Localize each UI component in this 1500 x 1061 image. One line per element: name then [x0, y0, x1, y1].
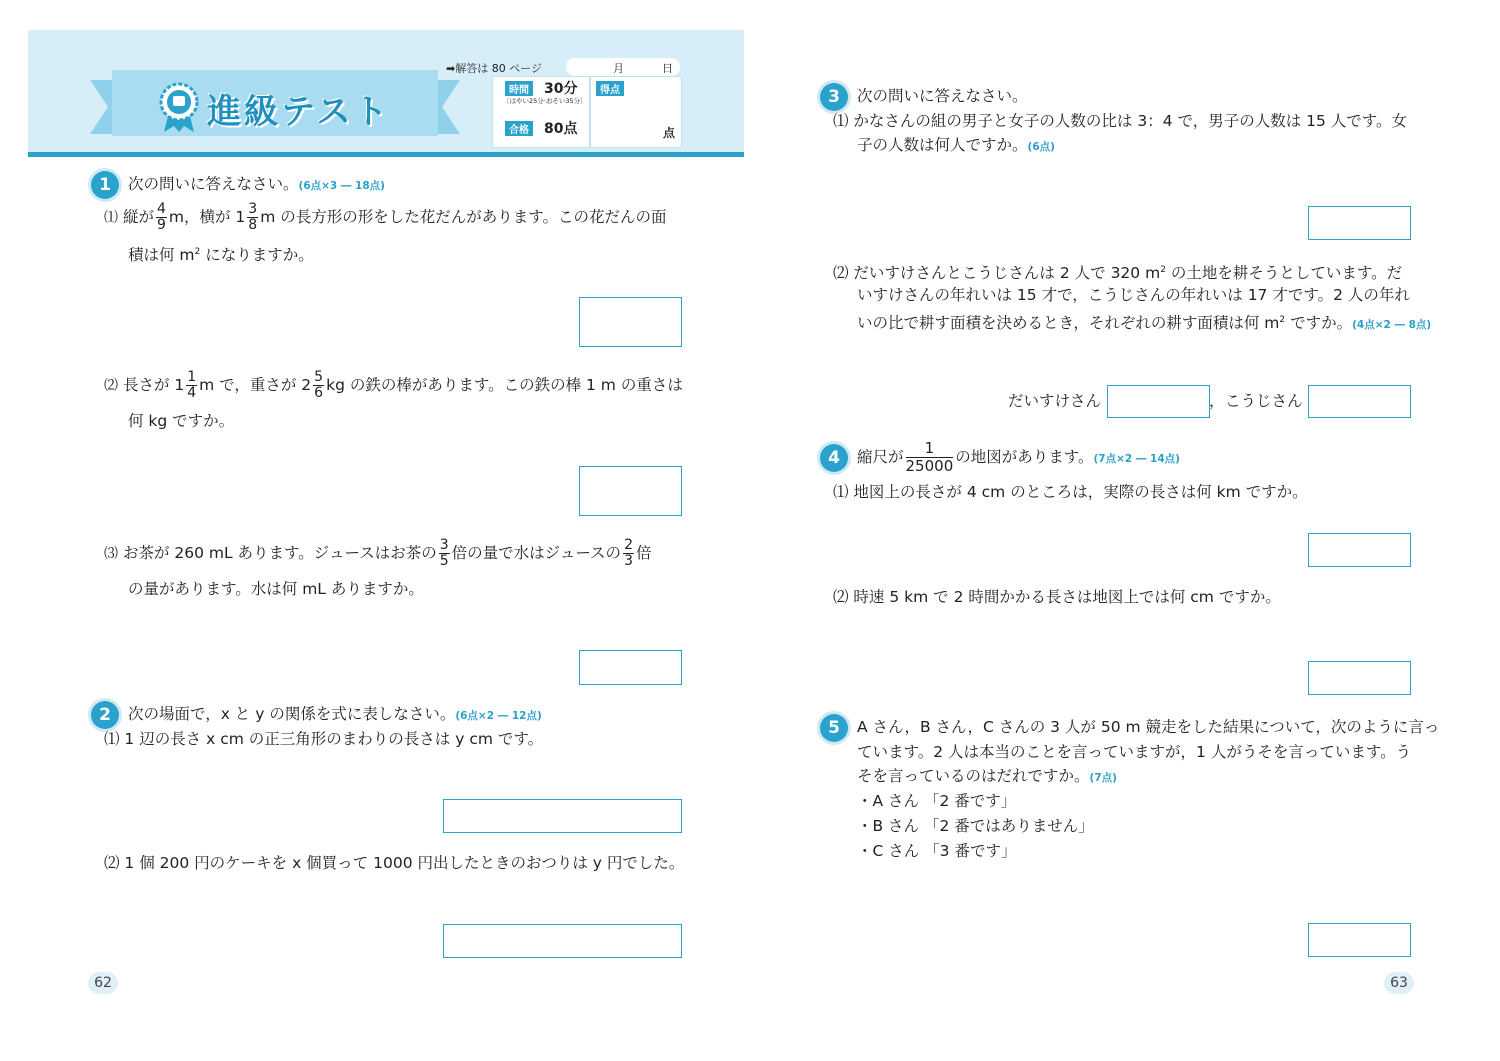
q1-points: (6点×3 ― 18点): [298, 180, 385, 192]
q2-part1: ⑴ 1 辺の長さ x cm の正三角形のまわりの長さは y cm です。: [104, 730, 544, 748]
q1-part1-line2: 積は何 $m^2$ になりますか。: [128, 246, 314, 265]
question-number-3: 3: [820, 83, 848, 111]
score-unit: 点: [663, 126, 676, 140]
q1-part3-line2: の量があります。水は何 mL ありますか。: [128, 580, 424, 598]
page-number-left: 62: [88, 972, 118, 994]
q4-part1: ⑴ 地図上の長さが 4 cm のところは，実際の長さは何 km ですか。: [833, 483, 1308, 501]
fraction: $\frac{3}{8}$: [248, 201, 258, 233]
answer-box-q4-1[interactable]: [1308, 533, 1411, 567]
q5-line3: そを言っているのはだれですか。(7点): [857, 767, 1117, 785]
page-number-right: 63: [1384, 972, 1414, 994]
fraction: $\frac{3}{5}$: [439, 537, 449, 569]
q3-part1-line2: 子の人数は何人ですか。(6点): [857, 136, 1055, 154]
q4-instruction: 縮尺が $\frac{1}{25000}$ の地図があります。(7点×2 ― 14点): [857, 439, 1180, 475]
q2-points: (6点×2 ― 12点): [455, 710, 542, 722]
answer-box-q1-2[interactable]: [579, 466, 682, 516]
month-label: 月: [613, 62, 624, 75]
question-number-2: 2: [91, 701, 119, 729]
q5-line1: A さん，B さん，C さんの 3 人が 50 m 競走をした結果について，次のように言っ: [857, 718, 1440, 736]
answer-box-kouji[interactable]: [1308, 385, 1411, 418]
q4-part2: ⑵ 時速 5 km で 2 時間かかる長さは地図上では何 cm ですか。: [833, 588, 1281, 606]
fraction: $\frac{1}{4}$: [187, 369, 197, 401]
q1-part3: ⑶ お茶が 260 mL あります。ジュースはお茶の $\frac{3}{5}$ 倍の量で水はジュースの $\frac{2}{3}$ 倍: [104, 537, 652, 569]
score-label: 得点: [596, 81, 624, 96]
question-number-5: 5: [820, 714, 848, 742]
medal-icon: [158, 82, 200, 134]
fraction: $\frac{2}{3}$: [624, 537, 633, 569]
q5-line2: ています。2 人は本当のことを言っていますが，1 人がうそを言っています。う: [857, 743, 1412, 761]
answer-box-q2-1[interactable]: [443, 799, 682, 833]
answer-box-q2-2[interactable]: [443, 924, 682, 958]
pass-label: 合格: [505, 121, 533, 136]
time-value: 30分: [544, 81, 578, 97]
fraction: $\frac{5}{6}$: [314, 369, 324, 401]
time-note: 〔はやい25分·おそい35分〕: [503, 97, 587, 105]
answer-reference: ➡解答は 80 ページ: [446, 62, 542, 75]
question-number-4: 4: [820, 444, 848, 472]
time-label: 時間: [505, 81, 533, 96]
statement-c: ・C さん 「3 番です」: [857, 842, 1017, 860]
kouji-label: こうじさん: [1225, 392, 1303, 410]
q2-instruction: 次の場面で，x と y の関係を式に表しなさい。(6点×2 ― 12点): [128, 705, 542, 723]
fraction: $\frac{4}{9}$: [156, 201, 166, 233]
answer-box-q5[interactable]: [1308, 923, 1411, 957]
q3-part2-line2: いすけさんの年れいは 15 才で，こうじさんの年れいは 17 才です。2 人の年れ: [857, 286, 1410, 304]
answer-box-daisuke[interactable]: [1107, 385, 1210, 418]
answer-box-q3-1[interactable]: [1308, 206, 1411, 240]
q1-part2-line2: 何 kg ですか。: [128, 412, 235, 430]
q1-part1: ⑴ 縦が $\frac{4}{9}$ m，横が 1 $\frac{3}{8}$ m の長方形の形をした花だんがあります。この花だんの面: [104, 201, 667, 233]
q1-instruction: 次の問いに答えなさい。(6点×3 ― 18点): [128, 175, 385, 193]
pass-value: 80点: [544, 121, 578, 137]
answer-box-q4-2[interactable]: [1308, 661, 1411, 695]
question-number-1: 1: [91, 171, 119, 199]
statement-a: ・A さん 「2 番です」: [857, 792, 1017, 810]
scale-fraction: $\frac{1}{25000}$: [905, 439, 954, 475]
header-bottom-line: [28, 152, 744, 157]
day-label: 日: [662, 62, 673, 75]
q3-part1-line1: ⑴ かなさんの組の男子と女子の人数の比は 3：4 で，男子の人数は 15 人です。女: [833, 112, 1408, 130]
q3-part2-line3: いの比で耕す面積を決めるとき，それぞれの耕す面積は何 $m^2$ ですか。(4点×2 ― 8点): [857, 314, 1432, 333]
q3-part2-line1: ⑵ だいすけさんとこうじさんは 2 人で 320 $m^2$ の土地を耕そうとしています。だ: [833, 264, 1403, 283]
q3-instruction: 次の問いに答えなさい。: [857, 87, 1028, 105]
statement-b: ・B さん 「2 番ではありません」: [857, 817, 1094, 835]
answer-box-q1-1[interactable]: [579, 297, 682, 347]
q1-part2: ⑵ 長さが 1 $\frac{1}{4}$ m で，重さが 2 $\frac{5}{6}$ kg の鉄の棒があります。この鉄の棒 1 m の重さは: [104, 369, 683, 401]
q4-points: (7点×2 ― 14点): [1093, 453, 1180, 465]
q2-part2: ⑵ 1 個 200 円のケーキを x 個買って 1000 円出したときのおつりは y 円でした。: [104, 854, 685, 872]
answer-box-q1-3[interactable]: [579, 650, 682, 685]
page-title: 進級テスト: [207, 92, 391, 132]
daisuke-label: だいすけさん: [1008, 392, 1102, 410]
comma: ，: [1209, 392, 1225, 410]
